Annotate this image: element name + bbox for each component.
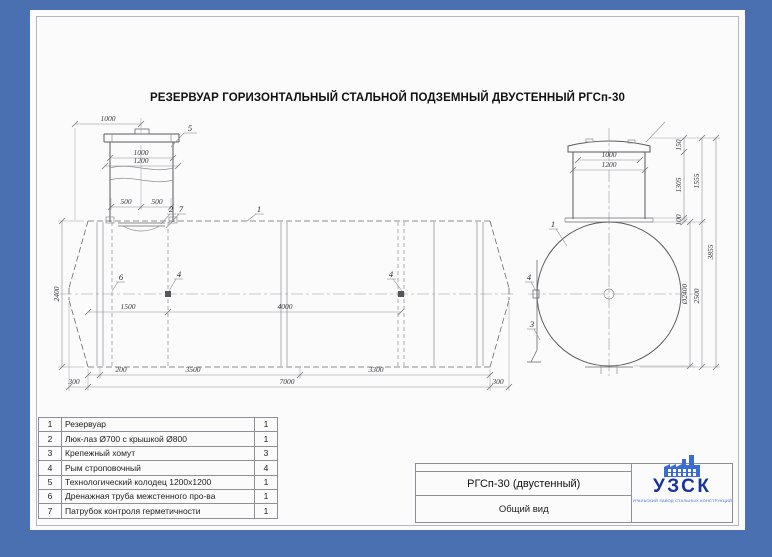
callout-label: 3 [529, 319, 535, 329]
view-name: Общий вид [498, 503, 549, 515]
callout-label: 2 [168, 204, 174, 214]
well-end [565, 122, 665, 222]
table-row [39, 489, 278, 503]
dim-label: 1000 [133, 148, 149, 157]
model-designation: РГСп-30 (двустенный) [416, 472, 631, 496]
part-name: Люк-лаз Ø700 с крышкой Ø800 [62, 432, 255, 446]
callout-label: 7 [178, 204, 184, 214]
end-view-drawing [525, 122, 720, 376]
dim-label: 7000 [279, 377, 295, 386]
dim-label: 500 [151, 197, 163, 206]
dim-label: 100 [674, 214, 683, 226]
dim-label: 150 [674, 139, 683, 151]
part-name: Резервуар [62, 418, 255, 432]
lifting-eye-mark [165, 291, 171, 297]
part-number: 3 [39, 446, 62, 460]
part-qty: 1 [255, 432, 278, 446]
title-block-strip [416, 464, 631, 472]
logo-tagline: УРАЛЬСКИЙ ЗАВОД СТАЛЬНЫХ КОНСТРУКЦИЙ [632, 498, 732, 503]
part-number: 6 [39, 489, 62, 503]
dim-label: 1305 [674, 177, 683, 193]
part-qty: 1 [255, 418, 278, 432]
part-qty: 3 [255, 446, 278, 460]
part-number: 5 [39, 475, 62, 489]
part-qty: 1 [255, 475, 278, 489]
table-row [39, 461, 278, 475]
logo-name: УЗСК [652, 476, 712, 497]
dim-label: 1000 [100, 114, 116, 123]
part-qty: 1 [255, 504, 278, 518]
title-block [415, 463, 733, 523]
dim-label: 4000 [277, 302, 293, 311]
table-row [39, 446, 278, 460]
part-number: 2 [39, 432, 62, 446]
part-name: Патрубок контроля герметичности [62, 504, 255, 518]
callout-label: 5 [187, 123, 193, 133]
drawing-title: РЕЗЕРВУАР ГОРИЗОНТАЛЬНЫЙ СТАЛЬНОЙ ПОДЗЕМНЫЙ ДВУСТЕННЫЙ РГСп-30 [150, 92, 625, 104]
callout-label: 1 [550, 219, 556, 229]
dim-label: 2500 [692, 288, 701, 304]
table-row [39, 504, 278, 518]
part-number: 7 [39, 504, 62, 518]
callout-label: 4 [388, 269, 394, 279]
part-name: Дренажная труба межстенного про-ва [62, 489, 255, 503]
parts-table [38, 417, 278, 519]
company-logo [632, 464, 732, 522]
dim-label: 1000 [601, 150, 617, 159]
callout-label: 1 [256, 204, 262, 214]
manhole-side [118, 223, 165, 231]
side-view-drawing [52, 114, 516, 391]
part-qty: 4 [255, 461, 278, 475]
dim-label: 1200 [601, 160, 617, 169]
dim-label: 3855 [706, 244, 715, 260]
title-block-cells [416, 464, 632, 522]
callout-label: 4 [526, 272, 532, 282]
factory-icon [662, 455, 702, 477]
part-number: 4 [39, 461, 62, 475]
dim-label: Ø2400 [680, 283, 689, 305]
dim-label: 300 [68, 377, 80, 386]
part-number: 1 [39, 418, 62, 432]
drawing-sheet [30, 10, 745, 530]
part-qty: 1 [255, 489, 278, 503]
part-name: Технологический колодец 1200х1200 [62, 475, 255, 489]
lifting-eye-mark [398, 291, 404, 297]
part-name: Крепежный хомут [62, 446, 255, 460]
dim-label: 200 [115, 365, 127, 374]
table-row [39, 475, 278, 489]
dim-label: 1200 [133, 156, 149, 165]
dim-label: 3500 [185, 365, 201, 374]
well-side [104, 129, 179, 223]
table-row [39, 432, 278, 446]
dim-label: 3300 [368, 365, 384, 374]
callout-label: 4 [176, 269, 182, 279]
dim-label: 1500 [120, 302, 136, 311]
dim-label: 1555 [692, 173, 701, 189]
table-row [39, 418, 278, 432]
part-name: Рым строповочный [62, 461, 255, 475]
dim-label: 2400 [52, 286, 61, 302]
dim-label: 300 [492, 377, 504, 386]
dim-label: 500 [120, 197, 132, 206]
callout-label: 6 [118, 272, 124, 282]
callouts-end [525, 219, 567, 340]
